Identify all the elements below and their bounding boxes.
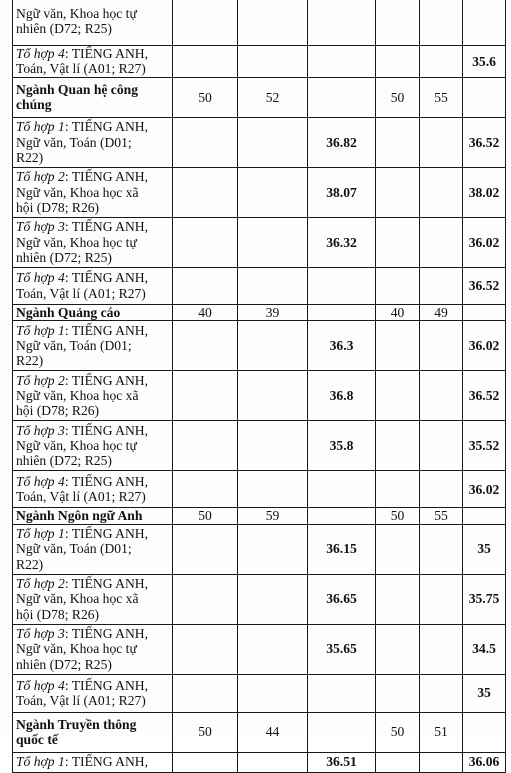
combination-title [16, 576, 169, 591]
combination-number: Tổ hợp 1 [16, 119, 65, 135]
combination-cell [13, 0, 173, 46]
combination-subject-head: : TIẾNG ANH, [64, 46, 149, 61]
combination-cell [13, 117, 173, 167]
admission-score-table [12, 0, 506, 773]
combination-cell [13, 421, 173, 471]
value-cell-v4 [376, 371, 420, 421]
cell-text-line: Ngữ văn, Khoa học xã [16, 184, 139, 200]
value-cell-v6: 34.5 [463, 624, 506, 674]
major-name-cell [13, 508, 173, 524]
combination-row [13, 421, 506, 471]
value-cell-v6: 36.02 [463, 217, 506, 267]
value-cell-v2 [238, 752, 308, 772]
value-cell-v3 [308, 77, 376, 117]
value-cell-v6 [463, 712, 506, 752]
value-cell-v5: 49 [420, 304, 463, 320]
combination-subject-head: : TIẾNG ANH, [64, 119, 149, 135]
value-cell-v2 [238, 524, 308, 574]
combination-title [16, 219, 169, 234]
value-cell-v4 [376, 267, 420, 304]
value-cell-v6: 35.75 [463, 574, 506, 624]
value-cell-v5 [420, 471, 463, 508]
cell-text-line: R22) [16, 556, 44, 572]
value-cell-v3: 36.51 [308, 752, 376, 772]
value-cell-v1 [173, 217, 238, 267]
combination-row [13, 46, 506, 78]
value-cell-v6: 36.02 [463, 321, 506, 371]
value-cell-v5 [420, 524, 463, 574]
value-cell-v3: 36.3 [308, 321, 376, 371]
cell-text-line: Ngành Ngôn ngữ Anh [16, 508, 143, 524]
value-cell-v4 [376, 574, 420, 624]
major-name-cell [13, 712, 173, 752]
combination-title [16, 119, 169, 134]
combination-subject-head: : TIẾNG ANH, [64, 219, 149, 235]
value-cell-v4 [376, 624, 420, 674]
cell-text-line: Toán, Vật lí (A01; R27) [16, 61, 146, 77]
value-cell-v3 [308, 0, 376, 46]
combination-row [13, 574, 506, 624]
value-cell-v1 [173, 0, 238, 46]
value-cell-v5 [420, 624, 463, 674]
cell-text-line: Ngành Quan hệ công [16, 81, 138, 97]
value-cell-v1 [173, 471, 238, 508]
value-cell-v5 [420, 117, 463, 167]
combination-title [16, 323, 169, 338]
value-cell-v2 [238, 167, 308, 217]
combination-number: Tổ hợp 2 [16, 169, 65, 185]
major-name-cell [13, 77, 173, 117]
cell-text-line: hội (D78; R26) [16, 403, 100, 419]
value-cell-v5: 51 [420, 712, 463, 752]
cell-text-line: Toán, Vật lí (A01; R27) [16, 285, 146, 301]
cell-text-line: quốc tế [16, 732, 58, 748]
value-cell-v3 [308, 674, 376, 712]
value-cell-v2 [238, 267, 308, 304]
value-cell-v6: 36.52 [463, 117, 506, 167]
value-cell-v5: 55 [420, 77, 463, 117]
value-cell-v5 [420, 321, 463, 371]
value-cell-v4 [376, 471, 420, 508]
value-cell-v4 [376, 167, 420, 217]
combination-number: Tổ hợp 2 [16, 372, 65, 388]
value-cell-v6 [463, 508, 506, 524]
value-cell-v2 [238, 117, 308, 167]
cell-text-line: Ngữ văn, Khoa học xã [16, 591, 139, 607]
major-row [13, 712, 506, 752]
combination-subject-head: : TIẾNG ANH, [64, 576, 149, 592]
value-cell-v3 [308, 46, 376, 78]
value-cell-v3: 36.32 [308, 217, 376, 267]
value-cell-v2 [238, 46, 308, 78]
combination-number: Tổ hợp 4 [16, 46, 65, 61]
cell-text-line: Ngành Truyền thông [16, 716, 137, 732]
value-cell-v5 [420, 574, 463, 624]
value-cell-v1: 50 [173, 77, 238, 117]
value-cell-v2 [238, 217, 308, 267]
value-cell-v5 [420, 267, 463, 304]
combination-subject-head: : TIẾNG ANH, [64, 169, 149, 185]
value-cell-v3 [308, 471, 376, 508]
combination-row [13, 752, 506, 772]
value-cell-v1 [173, 524, 238, 574]
combination-number: Tổ hợp 4 [16, 677, 65, 693]
combination-number: Tổ hợp 1 [16, 754, 65, 770]
combination-cell [13, 471, 173, 508]
value-cell-v6: 36.52 [463, 371, 506, 421]
value-cell-v3 [308, 712, 376, 752]
cell-text-line: Ngữ văn, Khoa học tự [16, 234, 137, 250]
value-cell-v5 [420, 674, 463, 712]
combination-title [16, 678, 169, 693]
value-cell-v4 [376, 752, 420, 772]
cell-text-line: Ngữ văn, Toán (D01; [16, 338, 132, 354]
value-cell-v5: 55 [420, 508, 463, 524]
value-cell-v1 [173, 421, 238, 471]
combination-number: Tổ hợp 4 [16, 270, 65, 286]
combination-number: Tổ hợp 1 [16, 526, 65, 542]
value-cell-v3: 35.65 [308, 624, 376, 674]
combination-subject-head: : TIẾNG ANH, [64, 372, 149, 388]
value-cell-v2 [238, 321, 308, 371]
value-cell-v3: 35.8 [308, 421, 376, 471]
value-cell-v4: 50 [376, 77, 420, 117]
value-cell-v1 [173, 574, 238, 624]
value-cell-v4 [376, 674, 420, 712]
combination-title [16, 626, 169, 641]
value-cell-v5 [420, 752, 463, 772]
combination-cell [13, 674, 173, 712]
value-cell-v3: 36.15 [308, 524, 376, 574]
cell-text-line: Ngữ văn, Khoa học tự [16, 641, 137, 657]
cell-text-line: Toán, Vật lí (A01; R27) [16, 693, 146, 709]
combination-cell [13, 574, 173, 624]
combination-number: Tổ hợp 3 [16, 626, 65, 642]
combination-title [16, 526, 169, 541]
cell-text-line: Ngữ văn, Toán (D01; [16, 541, 132, 557]
cell-text-line: hội (D78; R26) [16, 606, 100, 622]
combination-cell [13, 524, 173, 574]
value-cell-v3: 38.07 [308, 167, 376, 217]
combination-row [13, 371, 506, 421]
value-cell-v3: 36.65 [308, 574, 376, 624]
combination-subject-head: : TIẾNG ANH, [64, 422, 149, 438]
value-cell-v6: 36.02 [463, 471, 506, 508]
value-cell-v5 [420, 0, 463, 46]
cell-text-line: Ngành Quảng cáo [16, 304, 121, 320]
cell-text-line: Ngữ văn, Khoa học xã [16, 388, 139, 404]
combination-row [13, 674, 506, 712]
value-cell-v5 [420, 167, 463, 217]
value-cell-v3 [308, 304, 376, 320]
value-cell-v6: 35 [463, 524, 506, 574]
value-cell-v4: 50 [376, 508, 420, 524]
value-cell-v4 [376, 117, 420, 167]
value-cell-v4 [376, 421, 420, 471]
combination-row [13, 524, 506, 574]
combination-row [13, 267, 506, 304]
value-cell-v1 [173, 321, 238, 371]
combination-cell [13, 167, 173, 217]
value-cell-v6 [463, 0, 506, 46]
cell-text-line: chúng [16, 97, 52, 113]
value-cell-v1 [173, 752, 238, 772]
value-cell-v4 [376, 46, 420, 78]
combination-title [16, 754, 169, 769]
value-cell-v2 [238, 624, 308, 674]
value-cell-v4: 40 [376, 304, 420, 320]
combination-number: Tổ hợp 3 [16, 219, 65, 235]
value-cell-v3: 36.82 [308, 117, 376, 167]
cell-text-line: hội (D78; R26) [16, 200, 100, 216]
combination-subject-head: : TIẾNG ANH, [64, 526, 149, 542]
value-cell-v3 [308, 267, 376, 304]
combination-row [13, 624, 506, 674]
combination-row [13, 0, 506, 46]
combination-cell [13, 46, 173, 78]
combination-subject-head: : TIẾNG ANH, [64, 626, 149, 642]
cell-text-line: Toán, Vật lí (A01; R27) [16, 489, 146, 505]
cell-text-line: R22) [16, 353, 44, 369]
major-name-cell [13, 304, 173, 320]
combination-subject-head: : TIẾNG ANH, [64, 322, 149, 338]
combination-row [13, 471, 506, 508]
value-cell-v6: 35.52 [463, 421, 506, 471]
value-cell-v6: 36.06 [463, 752, 506, 772]
cell-text-line: Ngữ văn, Khoa học tự [16, 438, 137, 454]
combination-row [13, 217, 506, 267]
value-cell-v6: 35.6 [463, 46, 506, 78]
combination-cell [13, 267, 173, 304]
value-cell-v1 [173, 624, 238, 674]
combination-cell [13, 321, 173, 371]
value-cell-v2: 44 [238, 712, 308, 752]
combination-cell [13, 624, 173, 674]
value-cell-v1 [173, 267, 238, 304]
combination-row [13, 321, 506, 371]
value-cell-v5 [420, 46, 463, 78]
value-cell-v2: 59 [238, 508, 308, 524]
value-cell-v5 [420, 371, 463, 421]
combination-title [16, 474, 169, 489]
value-cell-v1: 50 [173, 712, 238, 752]
value-cell-v1 [173, 117, 238, 167]
major-row [13, 77, 506, 117]
value-cell-v5 [420, 421, 463, 471]
value-cell-v2 [238, 471, 308, 508]
combination-cell [13, 752, 173, 772]
table-body [13, 0, 506, 772]
combination-title [16, 423, 169, 438]
major-row [13, 304, 506, 320]
combination-title [16, 46, 169, 61]
combination-title [16, 373, 169, 388]
combination-cell [13, 217, 173, 267]
value-cell-v6: 38.02 [463, 167, 506, 217]
value-cell-v3: 36.8 [308, 371, 376, 421]
value-cell-v4 [376, 0, 420, 46]
combination-number: Tổ hợp 4 [16, 473, 65, 489]
value-cell-v6: 36.52 [463, 267, 506, 304]
value-cell-v1 [173, 46, 238, 78]
combination-subject-head: : TIẾNG ANH, [64, 473, 149, 489]
value-cell-v2 [238, 0, 308, 46]
combination-number: Tổ hợp 2 [16, 576, 65, 592]
value-cell-v2 [238, 674, 308, 712]
major-row [13, 508, 506, 524]
value-cell-v4 [376, 217, 420, 267]
cell-text-line: nhiên (D72; R25) [16, 21, 112, 36]
combination-number: Tổ hợp 1 [16, 322, 65, 338]
value-cell-v1 [173, 371, 238, 421]
value-cell-v1: 50 [173, 508, 238, 524]
combination-title [16, 270, 169, 285]
value-cell-v2: 39 [238, 304, 308, 320]
value-cell-v3 [308, 508, 376, 524]
combination-number: Tổ hợp 3 [16, 422, 65, 438]
combination-subject-head: : TIẾNG ANH, [64, 270, 149, 286]
value-cell-v4 [376, 321, 420, 371]
value-cell-v2: 52 [238, 77, 308, 117]
combination-row [13, 167, 506, 217]
value-cell-v5 [420, 217, 463, 267]
value-cell-v6 [463, 304, 506, 320]
value-cell-v6 [463, 77, 506, 117]
cell-text-line: Ngữ văn, Toán (D01; [16, 134, 132, 150]
value-cell-v1 [173, 167, 238, 217]
value-cell-v2 [238, 421, 308, 471]
cell-text-line: nhiên (D72; R25) [16, 656, 112, 672]
value-cell-v1: 40 [173, 304, 238, 320]
cell-text-line: R22) [16, 150, 44, 166]
combination-subject-head: : TIẾNG ANH, [64, 754, 149, 770]
value-cell-v6: 35 [463, 674, 506, 712]
value-cell-v4: 50 [376, 712, 420, 752]
combination-row [13, 117, 506, 167]
cell-text-line: Ngữ văn, Khoa học tự [16, 5, 137, 21]
value-cell-v2 [238, 574, 308, 624]
value-cell-v1 [173, 674, 238, 712]
combination-title [16, 169, 169, 184]
value-cell-v2 [238, 371, 308, 421]
value-cell-v4 [376, 524, 420, 574]
cell-text-line: nhiên (D72; R25) [16, 250, 112, 266]
combination-subject-head: : TIẾNG ANH, [64, 677, 149, 693]
cell-text-line: nhiên (D72; R25) [16, 453, 112, 469]
combination-cell [13, 371, 173, 421]
